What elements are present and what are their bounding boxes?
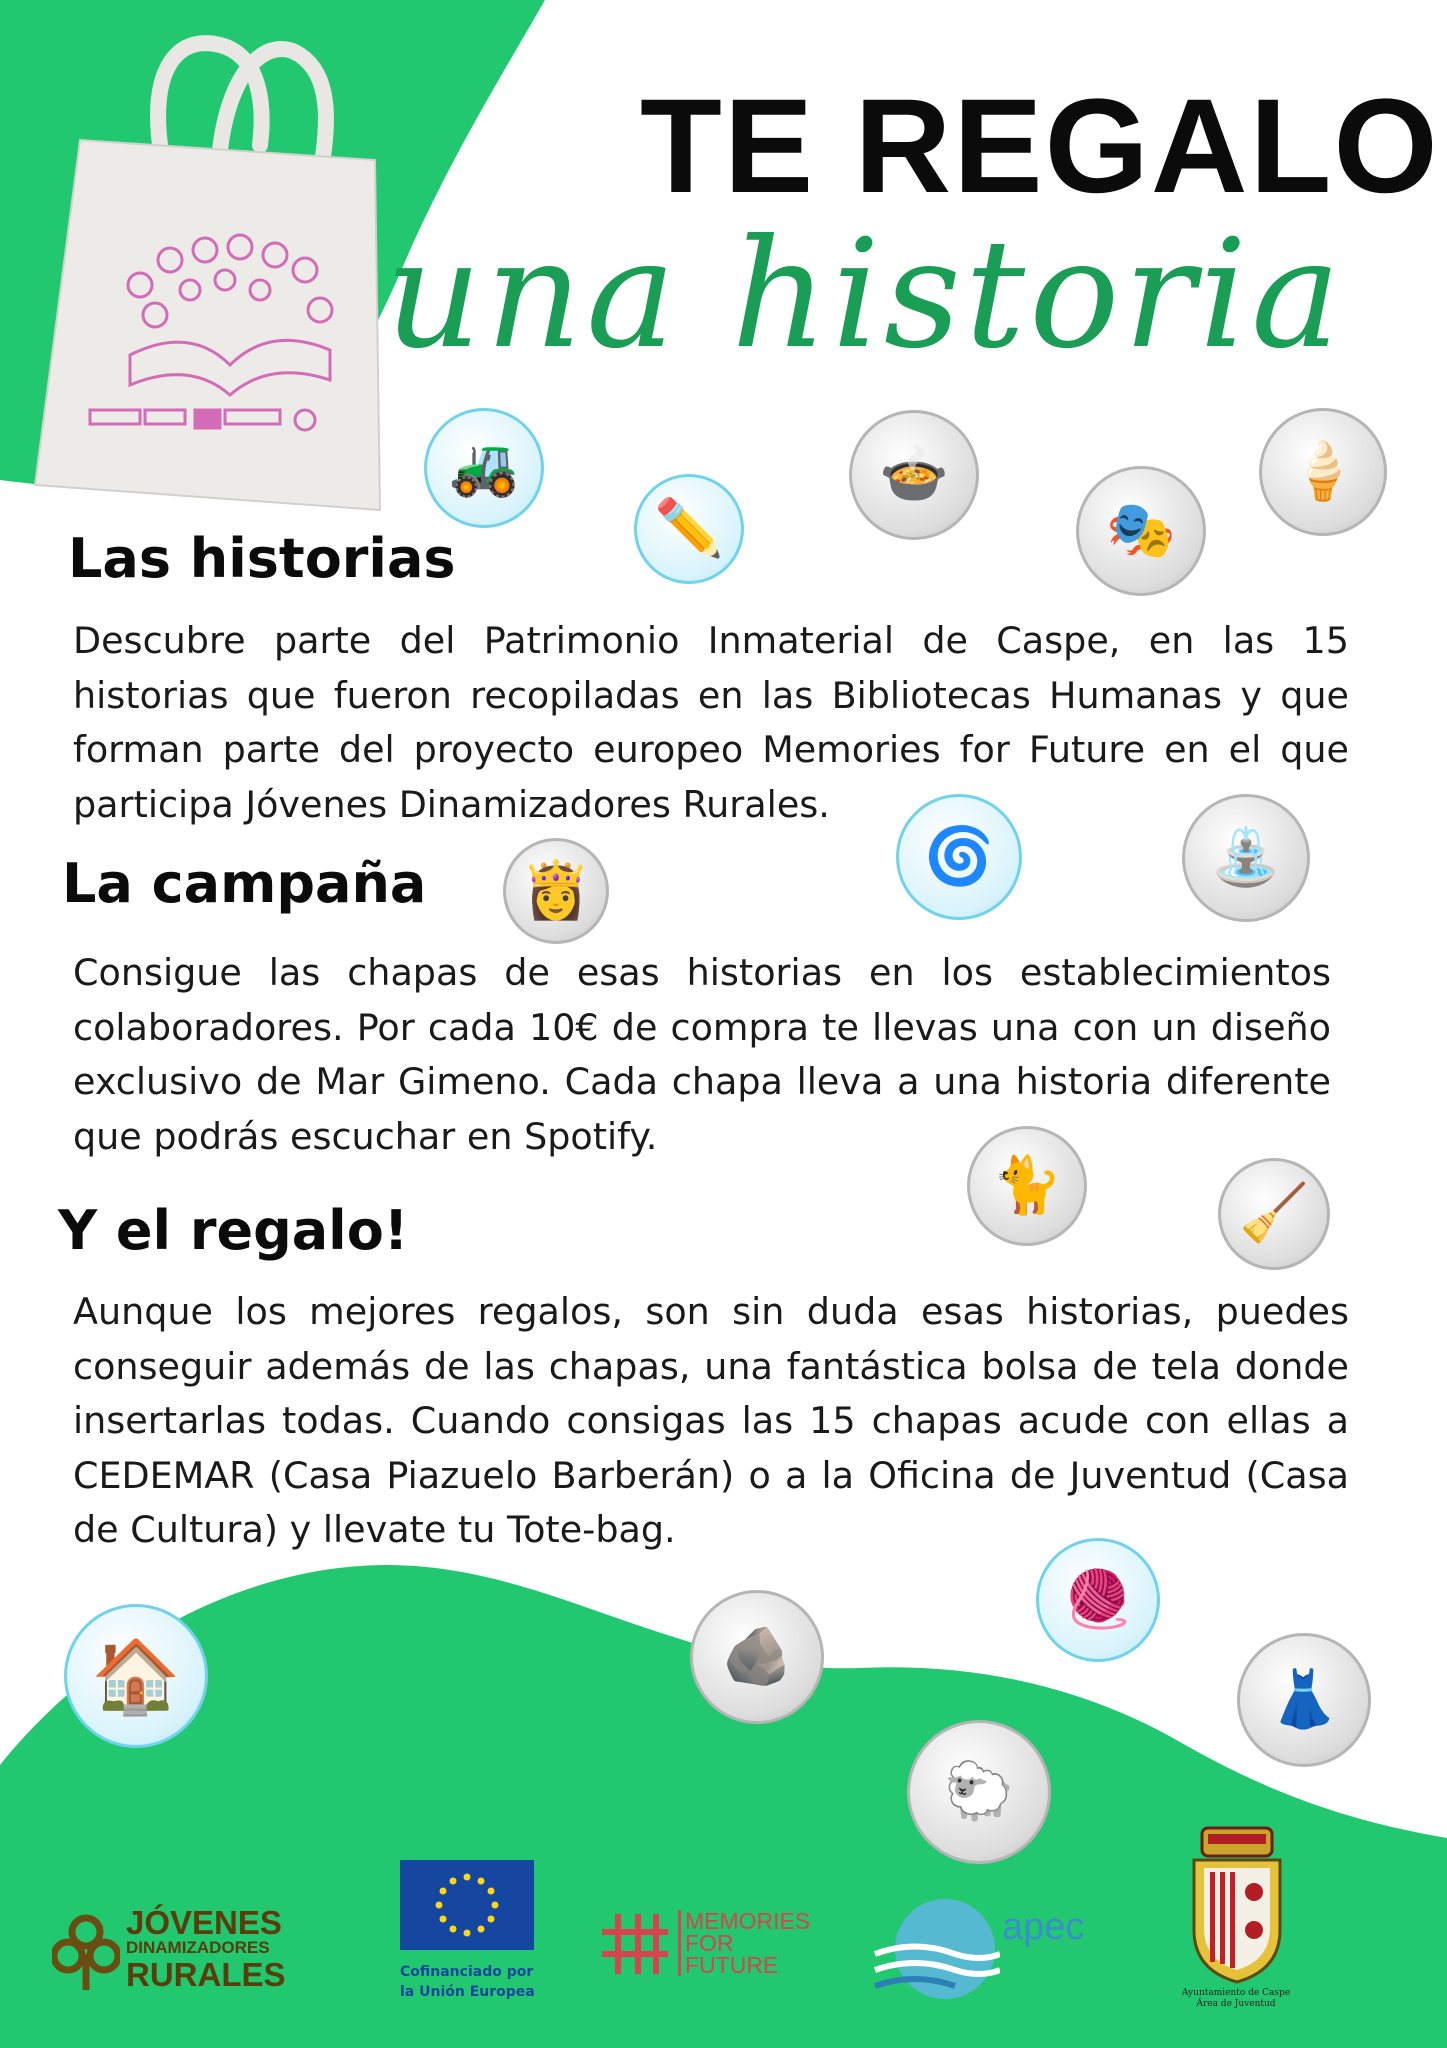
title-una-historia: una historia — [385, 208, 1345, 382]
memories-for-future-logo — [600, 1910, 830, 1980]
title-te-regalo: TE REGALO — [640, 72, 1440, 221]
ayuntamiento-line2: Área de Juventud — [1196, 1998, 1276, 2009]
jdr-line3: RURALES — [126, 1956, 286, 1993]
apec-logo — [870, 1894, 1110, 2004]
apron-icon: 👗 — [1237, 1633, 1371, 1767]
trowel-icon: 🧹 — [1218, 1158, 1330, 1270]
eu-logo — [398, 1860, 538, 2010]
jdr-line1: JÓVENES — [126, 1904, 282, 1941]
weights-yarn-icon: 🧶 — [1036, 1538, 1160, 1662]
coat-of-arms-icon — [1182, 1820, 1292, 1985]
cat-icon: 🐈 — [967, 1126, 1087, 1246]
ayuntamiento-caption — [1166, 1988, 1306, 2010]
tractor-icon: 🚜 — [424, 408, 544, 528]
ayuntamiento-line1: Ayuntamiento de Caspe — [1181, 1988, 1291, 1998]
river-map-icon: 🌀 — [896, 794, 1022, 920]
house-icon: 🏠 — [64, 1604, 208, 1748]
heading-y-el-regalo: Y el regalo! — [58, 1199, 409, 1262]
memories-line3: FUTURE — [685, 1952, 779, 1978]
eu-caption-line1: Cofinanciado por — [400, 1964, 534, 1980]
ayuntamiento-caspe-logo — [1166, 1820, 1306, 2020]
jdr-line2: DINAMIZADORES — [126, 1938, 270, 1957]
hashtag-icon — [600, 1912, 670, 1976]
bag-body — [35, 140, 380, 510]
cooking-pot-icon: 🍲 — [849, 410, 979, 540]
clover-icon — [52, 1914, 120, 1992]
apec-name: apec — [1002, 1906, 1085, 1948]
pencil-pen-icon: ✏️ — [634, 474, 744, 584]
sheep-icon: 🐑 — [907, 1720, 1051, 1864]
memories-text — [678, 1910, 810, 1976]
paragraph-las-historias: Descubre parte del Patrimonio Inmaterial de Caspe, en las 15 historias que fueron recopiladas en las Bibliotecas Humanas y que forman parte del proyecto europeo Memories for Future en el que participa Jóvenes Dinamizadores Rurales. — [73, 619, 1349, 826]
popsicle-icon: 🍦 — [1259, 408, 1387, 536]
eu-flag-icon — [400, 1860, 534, 1950]
fountain-icon: ⛲ — [1182, 794, 1310, 922]
apec-waves-icon — [870, 1894, 1000, 2004]
stone-well-icon: 🪨 — [690, 1590, 824, 1724]
eu-caption-line2: la Unión Europea — [400, 1984, 535, 2000]
theater-masks-icon: 🎭 — [1076, 466, 1206, 596]
memories-line1: MEMORIES — [685, 1908, 811, 1934]
tote-bag-image — [30, 25, 390, 515]
heading-las-historias: Las historias — [68, 527, 456, 590]
jovenes-dinamizadores-logo — [52, 1906, 324, 1996]
heading-la-campana: La campaña — [62, 852, 427, 915]
memories-line2: FOR — [685, 1930, 734, 1956]
paragraph-y-el-regalo: Aunque los mejores regalos, son sin duda esas historias, puedes conseguir además de las chapas, una fantástica bolsa de tela donde insertarlas todas. Cuando consigas las 15 chapas acude con ellas a CEDEMAR (Casa Piazuelo Barberán) o a la Oficina de Juventud (Casa de Cultura) y llevate tu Tote-bag. — [73, 1290, 1349, 1551]
paragraph-la-campana: Consigue las chapas de esas historias en los establecimientos colaboradores. Por cada 10€ de compra te llevas una con un diseño exclusivo de Mar Gimeno. Cada chapa lleva a una historia diferente que podrás escuchar en Spotify. — [73, 951, 1331, 1158]
virgin-figure-icon: 👸 — [503, 838, 609, 944]
